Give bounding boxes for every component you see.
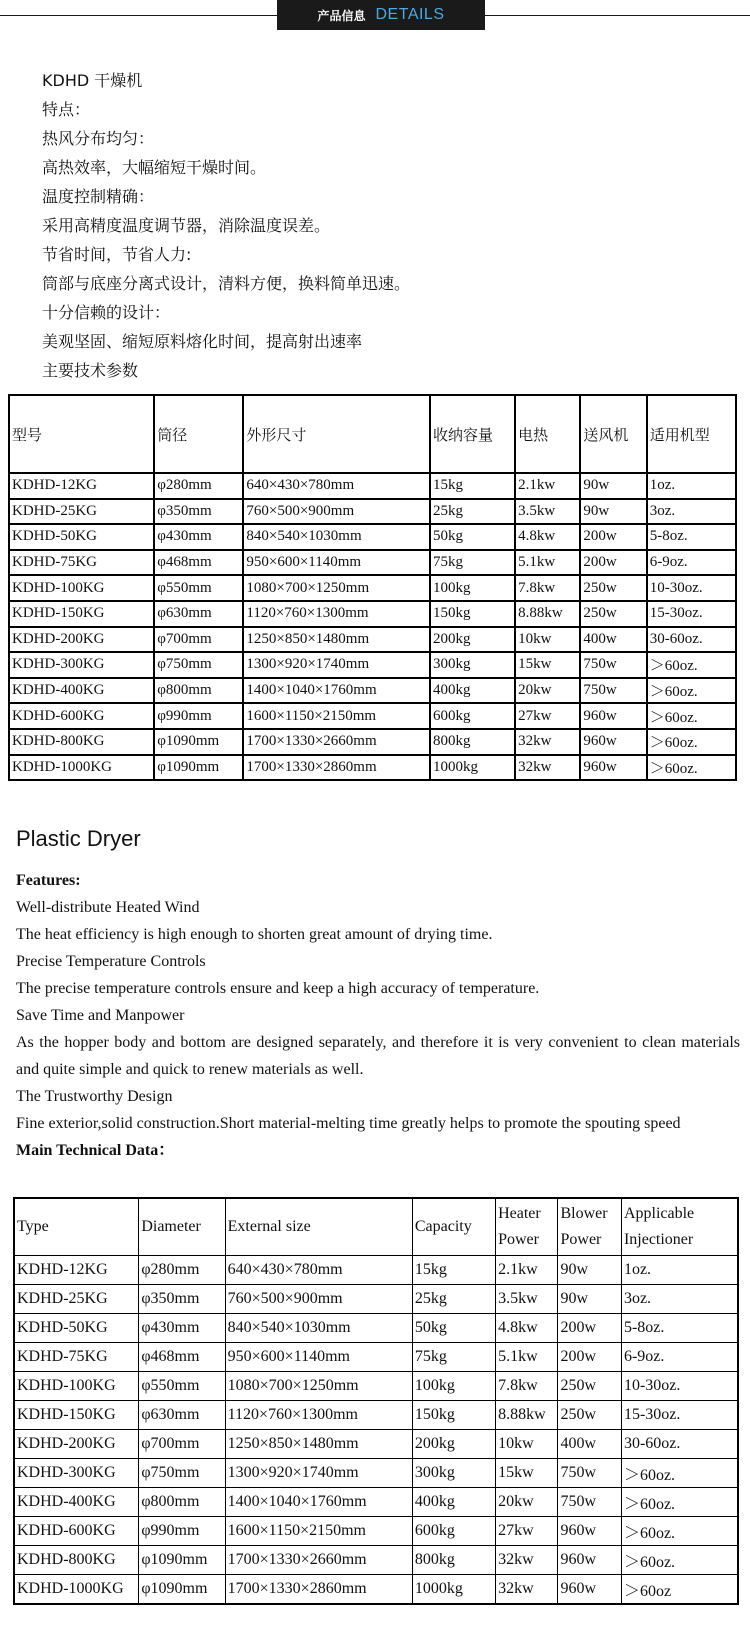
table-row — [14, 1517, 738, 1546]
table-cell: KDHD-100KG — [9, 575, 154, 601]
table-cell: φ1090mm — [154, 755, 243, 781]
english-title: Plastic Dryer — [16, 826, 141, 851]
table-cell: 5.1kw — [515, 550, 580, 576]
table-cell: φ800mm — [139, 1488, 225, 1517]
table-cell: φ1090mm — [139, 1546, 225, 1575]
table-cell: 200kg — [412, 1430, 495, 1459]
table-cell: KDHD-300KG — [14, 1459, 139, 1488]
table-row — [14, 1401, 738, 1430]
table-cell: 15-30oz. — [647, 601, 736, 627]
table-cell: ＞60oz. — [621, 1546, 738, 1575]
cn-text-line: 高热效率，大幅缩短干燥时间。 — [42, 158, 267, 177]
table-cell: 400kg — [412, 1488, 495, 1517]
table-cell: KDHD-1000KG — [14, 1575, 139, 1605]
table-row — [9, 729, 736, 755]
table-cell: 250w — [558, 1372, 621, 1401]
table-cell: KDHD-1000KG — [9, 755, 154, 781]
table-cell: 200w — [558, 1314, 621, 1343]
table-cell: KDHD-600KG — [9, 703, 154, 729]
table-row — [9, 524, 736, 550]
table-cell: 200kg — [430, 627, 515, 653]
table-cell: 100kg — [430, 575, 515, 601]
table-cell: 960w — [580, 703, 646, 729]
table-cell: 75kg — [430, 550, 515, 576]
table-cell: 400w — [580, 627, 646, 653]
table-cell: φ350mm — [154, 499, 243, 525]
chinese-spec-table — [8, 394, 737, 781]
table-cell: 1700×1330×2860mm — [225, 1575, 412, 1605]
table-cell: 1300×920×1740mm — [225, 1459, 412, 1488]
table-cell: 1250×850×1480mm — [243, 627, 430, 653]
table-cell: 5-8oz. — [647, 524, 736, 550]
table-cell: ＞60oz. — [647, 755, 736, 781]
table-cell: KDHD-800KG — [14, 1546, 139, 1575]
table-cell: KDHD-200KG — [14, 1430, 139, 1459]
cn-text-line: 节省时间，节省人力: — [42, 245, 192, 264]
table-cell: 250w — [580, 575, 646, 601]
table-row — [9, 601, 736, 627]
table-cell: 1300×920×1740mm — [243, 652, 430, 678]
table-cell: KDHD-50KG — [9, 524, 154, 550]
table-cell: 30-60oz. — [647, 627, 736, 653]
table-header-cell: 外形尺寸 — [243, 395, 430, 473]
table-cell: 400w — [558, 1430, 621, 1459]
table-cell: 10-30oz. — [647, 575, 736, 601]
table-header-row — [14, 1198, 738, 1256]
table-cell: 10kw — [496, 1430, 558, 1459]
table-cell: 1700×1330×2660mm — [243, 729, 430, 755]
cn-text-line: 采用高精度温度调节器，消除温度误差。 — [42, 216, 331, 235]
table-cell: 6-9oz. — [621, 1343, 738, 1372]
table-cell: φ1090mm — [139, 1575, 225, 1605]
table-header-row — [9, 395, 736, 473]
table-cell: 4.8kw — [496, 1314, 558, 1343]
table-cell: 1600×1150×2150mm — [243, 703, 430, 729]
table-cell: 200w — [580, 524, 646, 550]
table-row — [9, 550, 736, 576]
table-header-cell: Type — [14, 1198, 139, 1256]
details-header-tab — [277, 0, 485, 30]
table-header-cell: 适用机型 — [647, 395, 736, 473]
table-cell: ＞60oz. — [647, 652, 736, 678]
table-cell: ＞60oz — [621, 1575, 738, 1605]
table-cell: 1oz. — [647, 473, 736, 499]
table-cell: 300kg — [412, 1459, 495, 1488]
cn-text-line: 筒部与底座分离式设计，清料方便，换料简单迅速。 — [42, 274, 411, 293]
table-cell: φ750mm — [154, 652, 243, 678]
table-cell: 640×430×780mm — [243, 473, 430, 499]
cn-text-line: 主要技术参数 — [42, 361, 139, 380]
table-cell: 600kg — [430, 703, 515, 729]
table-cell: φ990mm — [154, 703, 243, 729]
table-cell: 3.5kw — [496, 1285, 558, 1314]
table-cell: 1400×1040×1760mm — [243, 678, 430, 704]
table-cell: KDHD-400KG — [14, 1488, 139, 1517]
en-text-line: As the hopper body and bottom are designed separately, and therefore it is very convenient to clean materials and quite simple and quick to renew materials as well. — [16, 1034, 740, 1078]
table-header-cell: 电热 — [515, 395, 580, 473]
table-cell: 15kg — [430, 473, 515, 499]
table-cell: 50kg — [412, 1314, 495, 1343]
table-cell: 15-30oz. — [621, 1401, 738, 1430]
table-cell: 1080×700×1250mm — [225, 1372, 412, 1401]
table-cell: 15kw — [515, 652, 580, 678]
table-cell: 950×600×1140mm — [225, 1343, 412, 1372]
table-row — [14, 1430, 738, 1459]
table-cell: 400kg — [430, 678, 515, 704]
table-header-cell: 收纳容量 — [430, 395, 515, 473]
table-cell: 90w — [580, 499, 646, 525]
table-cell: 1080×700×1250mm — [243, 575, 430, 601]
table-cell: 32kw — [515, 729, 580, 755]
table-cell: KDHD-400KG — [9, 678, 154, 704]
table-cell: 3oz. — [647, 499, 736, 525]
table-cell: φ550mm — [139, 1372, 225, 1401]
table-cell: φ990mm — [139, 1517, 225, 1546]
table-cell: 10kw — [515, 627, 580, 653]
table-row — [14, 1372, 738, 1401]
table-cell: 1600×1150×2150mm — [225, 1517, 412, 1546]
table-cell: 150kg — [412, 1401, 495, 1430]
table-cell: 640×430×780mm — [225, 1256, 412, 1285]
table-cell: 75kg — [412, 1343, 495, 1372]
table-row — [9, 499, 736, 525]
table-cell: φ750mm — [139, 1459, 225, 1488]
table-row — [14, 1256, 738, 1285]
table-cell: 15kg — [412, 1256, 495, 1285]
table-row — [9, 703, 736, 729]
table-cell: 10-30oz. — [621, 1372, 738, 1401]
table-cell: 7.8kw — [496, 1372, 558, 1401]
table-cell: 750w — [558, 1488, 621, 1517]
technical-data-heading: Main Technical Data： — [16, 1142, 175, 1159]
table-cell: 2.1kw — [496, 1256, 558, 1285]
table-row — [9, 473, 736, 499]
table-cell: KDHD-75KG — [14, 1343, 139, 1372]
table-cell: 250w — [580, 601, 646, 627]
table-cell: φ630mm — [139, 1401, 225, 1430]
table-cell: 90w — [558, 1285, 621, 1314]
table-cell: φ1090mm — [154, 729, 243, 755]
table-cell: 30-60oz. — [621, 1430, 738, 1459]
table-cell: 960w — [558, 1546, 621, 1575]
table-cell: 4.8kw — [515, 524, 580, 550]
table-cell: 3.5kw — [515, 499, 580, 525]
table-cell: KDHD-12KG — [14, 1256, 139, 1285]
en-text-line: Well-distribute Heated Wind — [16, 899, 200, 916]
cn-text-line: 热风分布均匀： — [42, 129, 155, 148]
table-cell: ＞60oz. — [621, 1459, 738, 1488]
cn-text-line: 温度控制精确： — [42, 187, 155, 206]
en-text-line: The Trustworthy Design — [16, 1088, 173, 1105]
table-header-cell: External size — [225, 1198, 412, 1256]
table-cell: KDHD-25KG — [9, 499, 154, 525]
table-cell: KDHD-12KG — [9, 473, 154, 499]
table-cell: KDHD-300KG — [9, 652, 154, 678]
chinese-description — [42, 66, 410, 385]
english-spec-table — [13, 1197, 739, 1605]
table-cell: ＞60oz. — [647, 703, 736, 729]
table-cell: 1000kg — [430, 755, 515, 781]
table-row — [14, 1488, 738, 1517]
table-row — [14, 1285, 738, 1314]
header-title-cn: 产品信息 — [317, 8, 366, 23]
table-cell: 950×600×1140mm — [243, 550, 430, 576]
table-header-cell: 筒径 — [154, 395, 243, 473]
table-cell: KDHD-100KG — [14, 1372, 139, 1401]
table-cell: KDHD-200KG — [9, 627, 154, 653]
table-cell: 20kw — [515, 678, 580, 704]
en-text-line: The heat efficiency is high enough to shorten great amount of drying time. — [16, 926, 493, 943]
table-cell: 90w — [580, 473, 646, 499]
table-cell: 27kw — [515, 703, 580, 729]
table-cell: 3oz. — [621, 1285, 738, 1314]
table-cell: φ430mm — [154, 524, 243, 550]
table-cell: φ550mm — [154, 575, 243, 601]
table-cell: 15kw — [496, 1459, 558, 1488]
table-header-cell: Applicable Injectioner — [621, 1198, 738, 1256]
table-cell: 200w — [558, 1343, 621, 1372]
table-cell: 1120×760×1300mm — [243, 601, 430, 627]
table-cell: 840×540×1030mm — [225, 1314, 412, 1343]
table-row — [9, 755, 736, 781]
table-cell: 8.88kw — [496, 1401, 558, 1430]
header-title-en: DETAILS — [375, 6, 445, 23]
table-cell: 760×500×900mm — [243, 499, 430, 525]
table-cell: 1oz. — [621, 1256, 738, 1285]
table-cell: 27kw — [496, 1517, 558, 1546]
cn-text-line: 特点： — [42, 100, 91, 119]
table-cell: 800kg — [412, 1546, 495, 1575]
table-row — [9, 652, 736, 678]
table-header-cell: Capacity — [412, 1198, 495, 1256]
table-cell: φ468mm — [139, 1343, 225, 1372]
table-cell: KDHD-50KG — [14, 1314, 139, 1343]
table-cell: KDHD-25KG — [14, 1285, 139, 1314]
table-header-cell: Heater Power — [496, 1198, 558, 1256]
table-row — [14, 1575, 738, 1605]
table-cell: 840×540×1030mm — [243, 524, 430, 550]
table-cell: 5-8oz. — [621, 1314, 738, 1343]
table-cell: 1000kg — [412, 1575, 495, 1605]
en-text-line: Fine exterior,solid construction.Short material-melting time greatly helps to promote the spouting speed — [16, 1115, 681, 1132]
table-row — [9, 627, 736, 653]
table-cell: 25kg — [430, 499, 515, 525]
cn-text-line: 美观坚固、缩短原料熔化时间，提高射出速率 — [42, 332, 363, 351]
table-cell: 250w — [558, 1401, 621, 1430]
table-cell: 1250×850×1480mm — [225, 1430, 412, 1459]
table-row — [14, 1343, 738, 1372]
table-cell: 90w — [558, 1256, 621, 1285]
table-cell: 960w — [580, 729, 646, 755]
table-cell: ＞60oz. — [647, 729, 736, 755]
table-cell: 5.1kw — [496, 1343, 558, 1372]
table-cell: 1400×1040×1760mm — [225, 1488, 412, 1517]
table-cell: 760×500×900mm — [225, 1285, 412, 1314]
table-cell: 960w — [580, 755, 646, 781]
table-cell: KDHD-800KG — [9, 729, 154, 755]
table-row — [14, 1546, 738, 1575]
table-cell: 20kw — [496, 1488, 558, 1517]
en-text-line: Precise Temperature Controls — [16, 953, 206, 970]
table-cell: 50kg — [430, 524, 515, 550]
table-cell: 150kg — [430, 601, 515, 627]
table-cell: φ280mm — [139, 1256, 225, 1285]
table-cell: 750w — [580, 678, 646, 704]
table-row — [9, 678, 736, 704]
table-cell: φ430mm — [139, 1314, 225, 1343]
table-cell: 200w — [580, 550, 646, 576]
table-cell: KDHD-75KG — [9, 550, 154, 576]
table-cell: 2.1kw — [515, 473, 580, 499]
table-cell: 960w — [558, 1575, 621, 1605]
table-cell: KDHD-150KG — [14, 1401, 139, 1430]
table-row — [14, 1459, 738, 1488]
table-cell: 25kg — [412, 1285, 495, 1314]
table-cell: 960w — [558, 1517, 621, 1546]
header-rule-right — [485, 15, 750, 16]
table-cell: 32kw — [515, 755, 580, 781]
table-cell: φ700mm — [154, 627, 243, 653]
table-cell: 7.8kw — [515, 575, 580, 601]
table-cell: 100kg — [412, 1372, 495, 1401]
table-cell: ＞60oz. — [647, 678, 736, 704]
table-cell: φ800mm — [154, 678, 243, 704]
table-cell: φ700mm — [139, 1430, 225, 1459]
table-cell: 8.88kw — [515, 601, 580, 627]
features-heading: Features: — [16, 872, 81, 889]
table-cell: 1700×1330×2660mm — [225, 1546, 412, 1575]
features-list — [16, 894, 740, 1137]
table-cell: 600kg — [412, 1517, 495, 1546]
table-cell: KDHD-150KG — [9, 601, 154, 627]
table-row — [14, 1314, 738, 1343]
en-text-line: Save Time and Manpower — [16, 1007, 185, 1024]
table-cell: φ280mm — [154, 473, 243, 499]
table-cell: 32kw — [496, 1575, 558, 1605]
en-text-line: The precise temperature controls ensure and keep a high accuracy of temperature. — [16, 980, 540, 997]
table-cell: ＞60oz. — [621, 1517, 738, 1546]
table-row — [9, 575, 736, 601]
cn-text-line: KDHD 干燥机 — [42, 71, 143, 90]
table-cell: KDHD-600KG — [14, 1517, 139, 1546]
table-header-cell: 型号 — [9, 395, 154, 473]
table-cell: φ350mm — [139, 1285, 225, 1314]
table-cell: φ468mm — [154, 550, 243, 576]
table-header-cell: 送风机 — [580, 395, 646, 473]
table-cell: 1120×760×1300mm — [225, 1401, 412, 1430]
table-cell: 750w — [558, 1459, 621, 1488]
header-rule-left — [0, 15, 277, 16]
table-cell: 1700×1330×2860mm — [243, 755, 430, 781]
table-cell: 800kg — [430, 729, 515, 755]
table-header-cell: Blower Power — [558, 1198, 621, 1256]
table-cell: 32kw — [496, 1546, 558, 1575]
table-cell: φ630mm — [154, 601, 243, 627]
table-cell: 750w — [580, 652, 646, 678]
table-cell: 300kg — [430, 652, 515, 678]
table-cell: ＞60oz. — [621, 1488, 738, 1517]
table-header-cell: Diameter — [139, 1198, 225, 1256]
english-description — [16, 867, 740, 1164]
table-cell: 6-9oz. — [647, 550, 736, 576]
cn-text-line: 十分信赖的设计： — [42, 303, 171, 322]
